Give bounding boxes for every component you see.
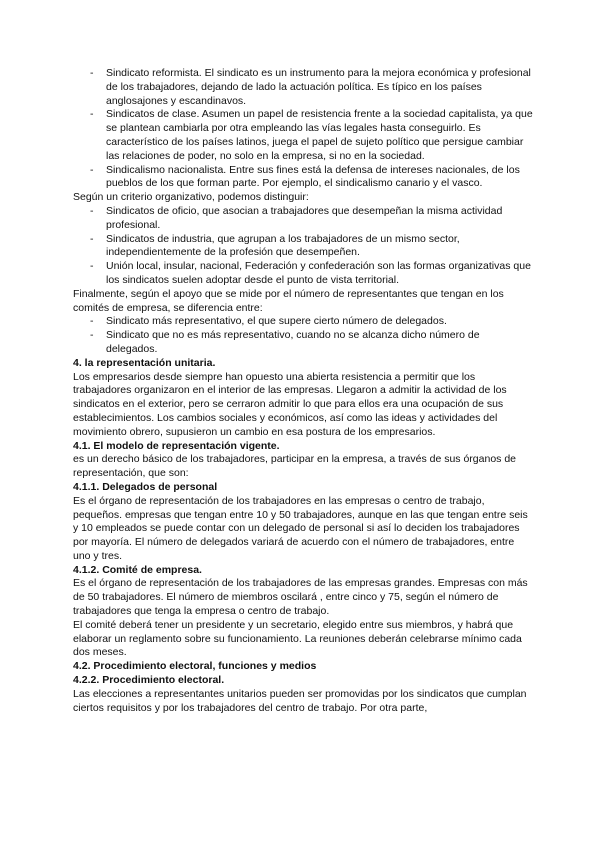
list-item <box>73 315 533 329</box>
list-apoyo <box>73 315 533 356</box>
heading-section-4-2-2: 4.2.2. Procedimiento electoral. <box>73 674 225 687</box>
document-page <box>73 67 533 715</box>
bullet-dash: - <box>90 67 94 79</box>
list-item-text: Sindicatos de clase. Asumen un papel de resistencia frente a la sociedad capitalista, ya que se plantean cambiarla por otra empleando las vías legales hasta conseguirlo. Es característico de los países latinos, juega el papel de sujeto político que persigue cambiar las relaciones de poder, no solo en la empresa, si no en la sociedad. <box>106 108 533 162</box>
list-item <box>73 164 533 192</box>
bullet-dash: - <box>90 329 94 342</box>
heading-section-4-1-2: 4.1.2. Comité de empresa. <box>73 563 202 576</box>
list-item-text: Sindicatos de industria, que agrupan a los trabajadores de un mismo sector, independientemente de la profesión que desempeñen. <box>106 232 460 259</box>
list-item-text: Unión local, insular, nacional, Federación y confederación son las formas organizativas que los sindicatos suelen adoptar desde el punto de vista territorial. <box>106 260 531 286</box>
paragraph-finalmente: Finalmente, según el apoyo que se mide por el número de representantes que tengan en los comités de empresa, se diferencia entre: <box>73 287 504 314</box>
list-sindicato-types <box>73 67 533 191</box>
heading-section-4-1: 4.1. El modelo de representación vigente. <box>73 439 280 452</box>
list-item-text: Sindicalismo nacionalista. Entre sus fines está la defensa de intereses nacionales, de los pueblos de los que forman parte. Por ejemplo, el sindicalismo canario y el vasco. <box>106 163 520 190</box>
list-item-text: Sindicato reformista. El sindicato es un instrumento para la mejora económica y profesional de los trabajadores, dejando de lado la actuación política. Es típico en los países anglosajones y escandinavos. <box>106 67 531 107</box>
list-item <box>73 233 533 261</box>
paragraph-section-4-1-2a: Es el órgano de representación de los trabajadores de las empresas grandes. Empresas con más de 50 trabajadores. El número de miembros oscilará , entre cinco y 75, según el número de trabajadores que tenga la empresa o centro de trabajo. <box>73 577 528 618</box>
heading-section-4-2: 4.2. Procedimiento electoral, funciones y medios <box>73 660 317 673</box>
bullet-dash: - <box>90 260 94 273</box>
list-item <box>73 67 533 108</box>
bullet-dash: - <box>90 232 94 245</box>
heading-section-4: 4. la representación unitaria. <box>73 356 216 369</box>
bullet-dash: - <box>90 204 94 217</box>
bullet-dash: - <box>90 108 94 121</box>
list-item-text: Sindicato más representativo, el que supere cierto número de delegados. <box>106 315 447 328</box>
list-organizativo <box>73 205 533 288</box>
paragraph-section-4-1: es un derecho básico de los trabajadores, participar en la empresa, a través de sus órganos de representación, que son: <box>73 453 517 480</box>
paragraph-section-4-2-2: Las elecciones a representantes unitarios pueden ser promovidas por los sindicatos que cumplan ciertos requisitos y por los trabajadores del centro de trabajo. Por otra parte, <box>73 687 527 714</box>
paragraph-section-4-1-2b: El comité deberá tener un presidente y un secretario, elegido entre sus miembros, y habrá que elaborar un reglamento sobre su funcionamiento. La reuniones deberán celebrarse mínimo cada dos meses. <box>73 618 522 659</box>
list-item <box>73 329 533 357</box>
list-item <box>73 260 533 288</box>
heading-section-4-1-1: 4.1.1. Delegados de personal <box>73 480 218 493</box>
bullet-dash: - <box>90 315 94 328</box>
bullet-dash: - <box>90 163 94 176</box>
list-item-text: Sindicatos de oficio, que asocian a trabajadores que desempeñan la misma actividad profesional. <box>106 204 503 231</box>
paragraph-section-4-1-1: Es el órgano de representación de los trabajadores en las empresas o centro de trabajo, pequeños. empresas que tengan entre 10 y 50 trabajadores, aunque en las que tengan entre seis y 10 empleados se puede contar con un delegado de personal si así lo deciden los trabajadores por mayoría. El número de delegados variará de acuerdo con el número de trabajadores, entre uno y tres. <box>73 494 528 562</box>
list-item-text: Sindicato que no es más representativo, cuando no se alcanza dicho número de delegados. <box>106 329 480 355</box>
list-item <box>73 108 533 163</box>
list-item <box>73 205 533 233</box>
paragraph-section-4: Los empresarios desde siempre han opuesto una abierta resistencia a permitir que los trabajadores organizaron en el interior de las empresas. Llegaron a admitir la actividad de los sindicatos en el exterior, pero se cerraron admitir lo que para ellos era una ocupación de sus establecimientos. Los cambios sociales y económicos, así como las ideas y actividades del movimiento obrero, supusieron un cambio en esa postura de los empresarios. <box>73 370 507 438</box>
paragraph-criterio: Según un criterio organizativo, podemos distinguir: <box>73 191 309 204</box>
